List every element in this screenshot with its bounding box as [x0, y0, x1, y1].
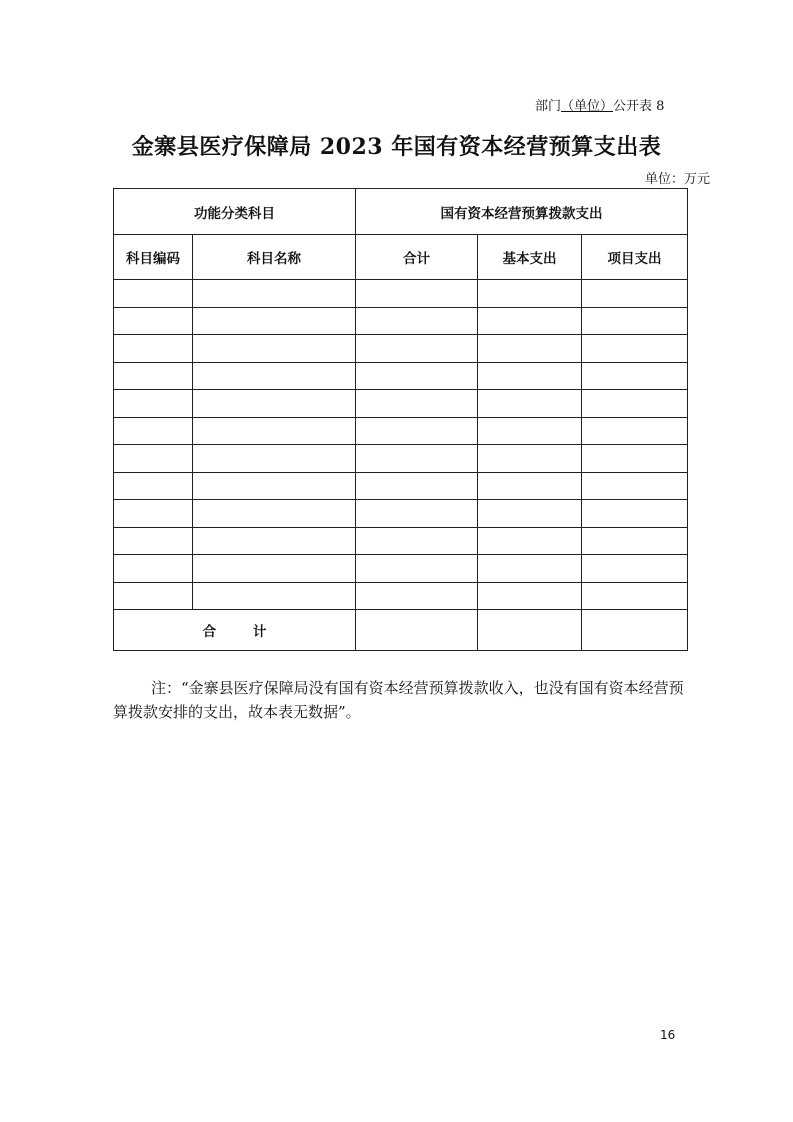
table-cell [193, 445, 356, 473]
table-cell [193, 307, 356, 335]
table-cell [582, 335, 688, 363]
col-header-total: 合计 [356, 235, 478, 280]
table-cell [356, 307, 478, 335]
table-cell [478, 555, 582, 583]
table-cell [478, 280, 582, 308]
table-cell [478, 582, 582, 610]
group-header-right: 国有资本经营预算拨款支出 [356, 189, 688, 235]
label-underlined: （单位） [561, 99, 614, 114]
unit-label: 单位：万元 [645, 172, 711, 187]
table-cell [193, 335, 356, 363]
table-cell [356, 280, 478, 308]
table-cell [478, 417, 582, 445]
table-cell [582, 582, 688, 610]
table-cell [582, 500, 688, 528]
table-cell [356, 390, 478, 418]
table-cell [582, 555, 688, 583]
table-cell [478, 610, 582, 651]
table-cell [582, 445, 688, 473]
table-cell [193, 417, 356, 445]
total-label: 合 计 [114, 610, 356, 651]
table-cell [478, 472, 582, 500]
table-cell [582, 610, 688, 651]
table-row [114, 472, 688, 500]
table-label [535, 95, 664, 114]
table-row [114, 527, 688, 555]
table-row [114, 307, 688, 335]
column-header-row [114, 235, 688, 280]
budget-table [113, 188, 688, 651]
table-cell [193, 527, 356, 555]
table-cell [356, 500, 478, 528]
table-cell [356, 362, 478, 390]
table-row [114, 500, 688, 528]
table-row [114, 362, 688, 390]
table-cell [193, 390, 356, 418]
table-cell [582, 472, 688, 500]
table-cell [114, 582, 193, 610]
table-cell [114, 445, 193, 473]
table-cell [193, 582, 356, 610]
table-cell [478, 500, 582, 528]
table-row [114, 390, 688, 418]
table-cell [114, 280, 193, 308]
table-cell [356, 445, 478, 473]
table-cell [582, 280, 688, 308]
table-cell [478, 390, 582, 418]
footnote: 注：“金寨县医疗保障局没有国有资本经营预算拨款收入，也没有国有资本经营预算拨款安排的支出，故本表无数据”。 [113, 679, 684, 721]
table-cell [193, 472, 356, 500]
table-cell [356, 527, 478, 555]
table-cell [114, 335, 193, 363]
total-row [114, 610, 688, 651]
table-cell [356, 610, 478, 651]
table-cell [582, 307, 688, 335]
table-cell [478, 527, 582, 555]
table-cell [356, 555, 478, 583]
table-row [114, 445, 688, 473]
table-row [114, 280, 688, 308]
table-row [114, 335, 688, 363]
table-cell [356, 582, 478, 610]
table-cell [193, 555, 356, 583]
page-number: 16 [660, 1028, 676, 1042]
table-cell [582, 527, 688, 555]
table-cell [356, 417, 478, 445]
label-suffix: 公开表 8 [613, 99, 665, 114]
table-row [114, 555, 688, 583]
table-cell [114, 527, 193, 555]
table-cell [478, 335, 582, 363]
col-header-basic: 基本支出 [478, 235, 582, 280]
table-row [114, 417, 688, 445]
table-cell [114, 417, 193, 445]
page-title: 金寨县医疗保障局 2023 年国有资本经营预算支出表 [131, 134, 662, 160]
table-cell [114, 500, 193, 528]
col-header-name: 科目名称 [193, 235, 356, 280]
group-header-row [114, 189, 688, 235]
table-cell [582, 390, 688, 418]
col-header-code: 科目编码 [114, 235, 193, 280]
table-cell [193, 280, 356, 308]
table-cell [193, 500, 356, 528]
table-cell [478, 307, 582, 335]
table-cell [114, 390, 193, 418]
table-cell [114, 307, 193, 335]
table-cell [356, 335, 478, 363]
table-row [114, 582, 688, 610]
table-cell [478, 445, 582, 473]
label-prefix: 部门 [535, 99, 562, 114]
table-cell [114, 472, 193, 500]
table-cell [582, 362, 688, 390]
table-cell [478, 362, 582, 390]
col-header-project: 项目支出 [582, 235, 688, 280]
table-cell [114, 555, 193, 583]
table-cell [193, 362, 356, 390]
group-header-left: 功能分类科目 [114, 189, 356, 235]
table-cell [582, 417, 688, 445]
table-cell [356, 472, 478, 500]
table-cell [114, 362, 193, 390]
